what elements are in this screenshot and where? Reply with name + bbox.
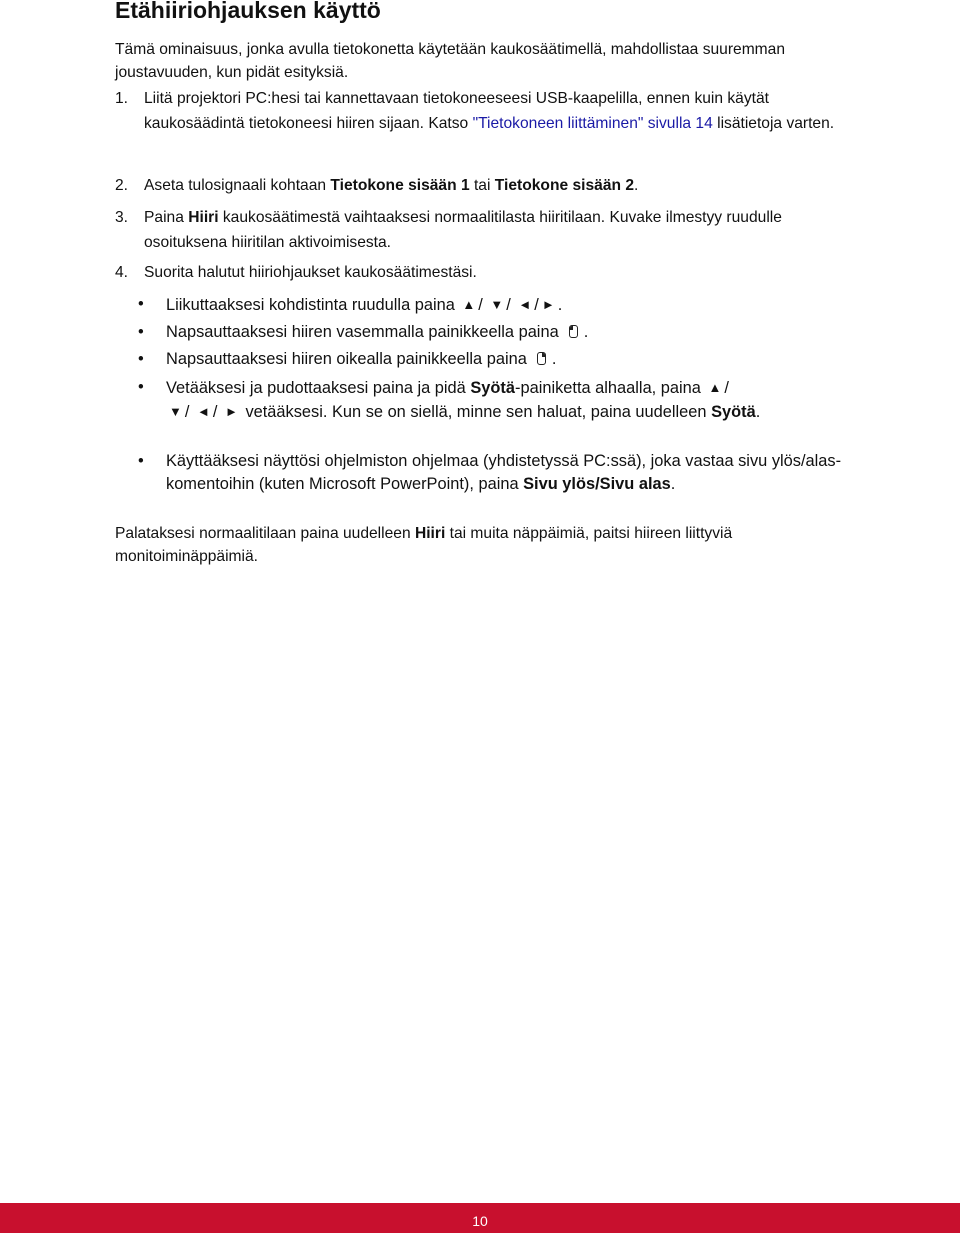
right-mouse-button-icon	[537, 352, 546, 365]
separator: /	[506, 296, 511, 314]
separator: /	[478, 296, 483, 314]
down-arrow-icon: ▼	[169, 404, 182, 419]
separator: /	[724, 379, 729, 397]
down-arrow-icon: ▼	[490, 297, 504, 312]
step-text-post: lisätietoja varten.	[712, 115, 835, 132]
separator: /	[534, 296, 539, 314]
left-arrow-icon: ◄	[197, 404, 210, 419]
bullet-text-main: Napsauttaaksesi hiiren vasemmalla painikkeella paina	[166, 323, 559, 341]
bullet-text	[166, 376, 856, 424]
bullet-text-d: vetääksesi. Kun se on siellä, minne sen haluat, paina uudelleen	[245, 403, 712, 421]
bullet-text-main: Napsauttaaksesi hiiren oikealla painikkeella paina	[166, 350, 527, 368]
step-text-d: .	[634, 177, 639, 194]
end-period: .	[583, 323, 589, 341]
step-text-c: kaukosäätimestä vaihtaaksesi normaalitilasta hiiritilaan. Kuvake ilmestyy ruudulle osoituksena hiiritilan aktivoimisesta.	[144, 209, 782, 251]
step-number: 4.	[115, 264, 129, 281]
step-text-see: Katso	[424, 115, 473, 132]
step-number: 1.	[115, 90, 129, 107]
bullet-text-a: Käyttääksesi näyttösi ohjelmiston ohjelmaa (yhdistetyssä PC:ssä), joka vastaa sivu ylös/alas-komentoihin (kuten Microsoft PowerPoint), paina	[166, 452, 842, 493]
bullet-text	[166, 321, 856, 344]
end-period: .	[670, 475, 676, 493]
enter-key-label: Syötä	[470, 379, 515, 397]
bullet-symbol: •	[138, 350, 144, 368]
step-text-a: Aseta tulosignaali kohtaan	[144, 177, 331, 194]
step-text	[144, 86, 844, 136]
bullet-symbol: •	[138, 323, 144, 341]
footer-bar	[0, 1203, 960, 1233]
left-mouse-button-icon	[569, 325, 578, 338]
bullet-text	[166, 450, 856, 496]
mouse-key-label: Hiiri	[414, 525, 446, 542]
bullet-symbol: •	[138, 452, 144, 470]
page-link[interactable]: "Tietokoneen liittäminen" sivulla 14	[472, 115, 713, 132]
step-text	[144, 205, 844, 255]
bullet-text	[166, 293, 856, 317]
mouse-key-label: Hiiri	[188, 209, 219, 226]
step-text: Suorita halutut hiiriohjaukset kaukosäätimestäsi.	[144, 264, 477, 281]
bullet-text-a: Vetääksesi ja pudottaaksesi paina ja pidä	[166, 379, 471, 397]
key-separator: /	[595, 475, 600, 493]
step-text-main: Liitä projektori PC:hesi tai kannettavaan tietokoneeseesi USB-kaapelilla, ennen kuin käytät kaukosäädintä tietokoneesi hiiren sijaan.	[144, 90, 769, 132]
left-arrow-icon: ◄	[518, 297, 532, 312]
outro-text-c: tai muita näppäimiä, paitsi hiireen liittyviä monitoiminäppäimiä.	[115, 525, 733, 565]
step-number: 2.	[115, 177, 129, 194]
bullet-text-main: Liikuttaaksesi kohdistinta ruudulla paina	[166, 296, 455, 314]
step-text	[144, 173, 844, 198]
input-label-1: Tietokone sisään 1	[330, 177, 470, 194]
up-arrow-icon: ▲	[462, 297, 476, 312]
input-label-2: Tietokone sisään 2	[494, 177, 635, 194]
page-up-key-label: Sivu ylös	[523, 475, 596, 493]
step-text-a: Paina	[144, 209, 189, 226]
separator: /	[212, 403, 218, 421]
end-period: .	[557, 296, 563, 314]
page-title: Etähiiriohjauksen käyttö	[115, 0, 381, 23]
step-number: 3.	[115, 209, 129, 226]
bullet-symbol: •	[138, 295, 144, 313]
step-text-c: tai	[469, 177, 495, 194]
end-period: .	[551, 350, 557, 368]
bullet-text-c: -painiketta alhaalla, paina	[515, 379, 701, 397]
page-number: 10	[472, 1213, 488, 1229]
outro-text-a: Palataksesi normaalitilaan paina uudelleen	[115, 525, 415, 542]
bullet-text	[166, 348, 856, 371]
intro-paragraph: Tämä ominaisuus, jonka avulla tietokonetta käytetään kaukosäätimellä, mahdollistaa suuremman joustavuuden, kun pidät esityksiä.	[115, 41, 786, 81]
end-period: .	[755, 403, 761, 421]
enter-key-label: Syötä	[711, 403, 756, 421]
right-arrow-icon: ►	[541, 297, 555, 312]
separator: /	[184, 403, 190, 421]
bullet-symbol: •	[138, 378, 144, 396]
right-arrow-icon: ►	[225, 404, 238, 419]
outro-paragraph	[115, 522, 845, 568]
page-down-key-label: Sivu alas	[599, 475, 671, 493]
up-arrow-icon: ▲	[708, 380, 722, 395]
